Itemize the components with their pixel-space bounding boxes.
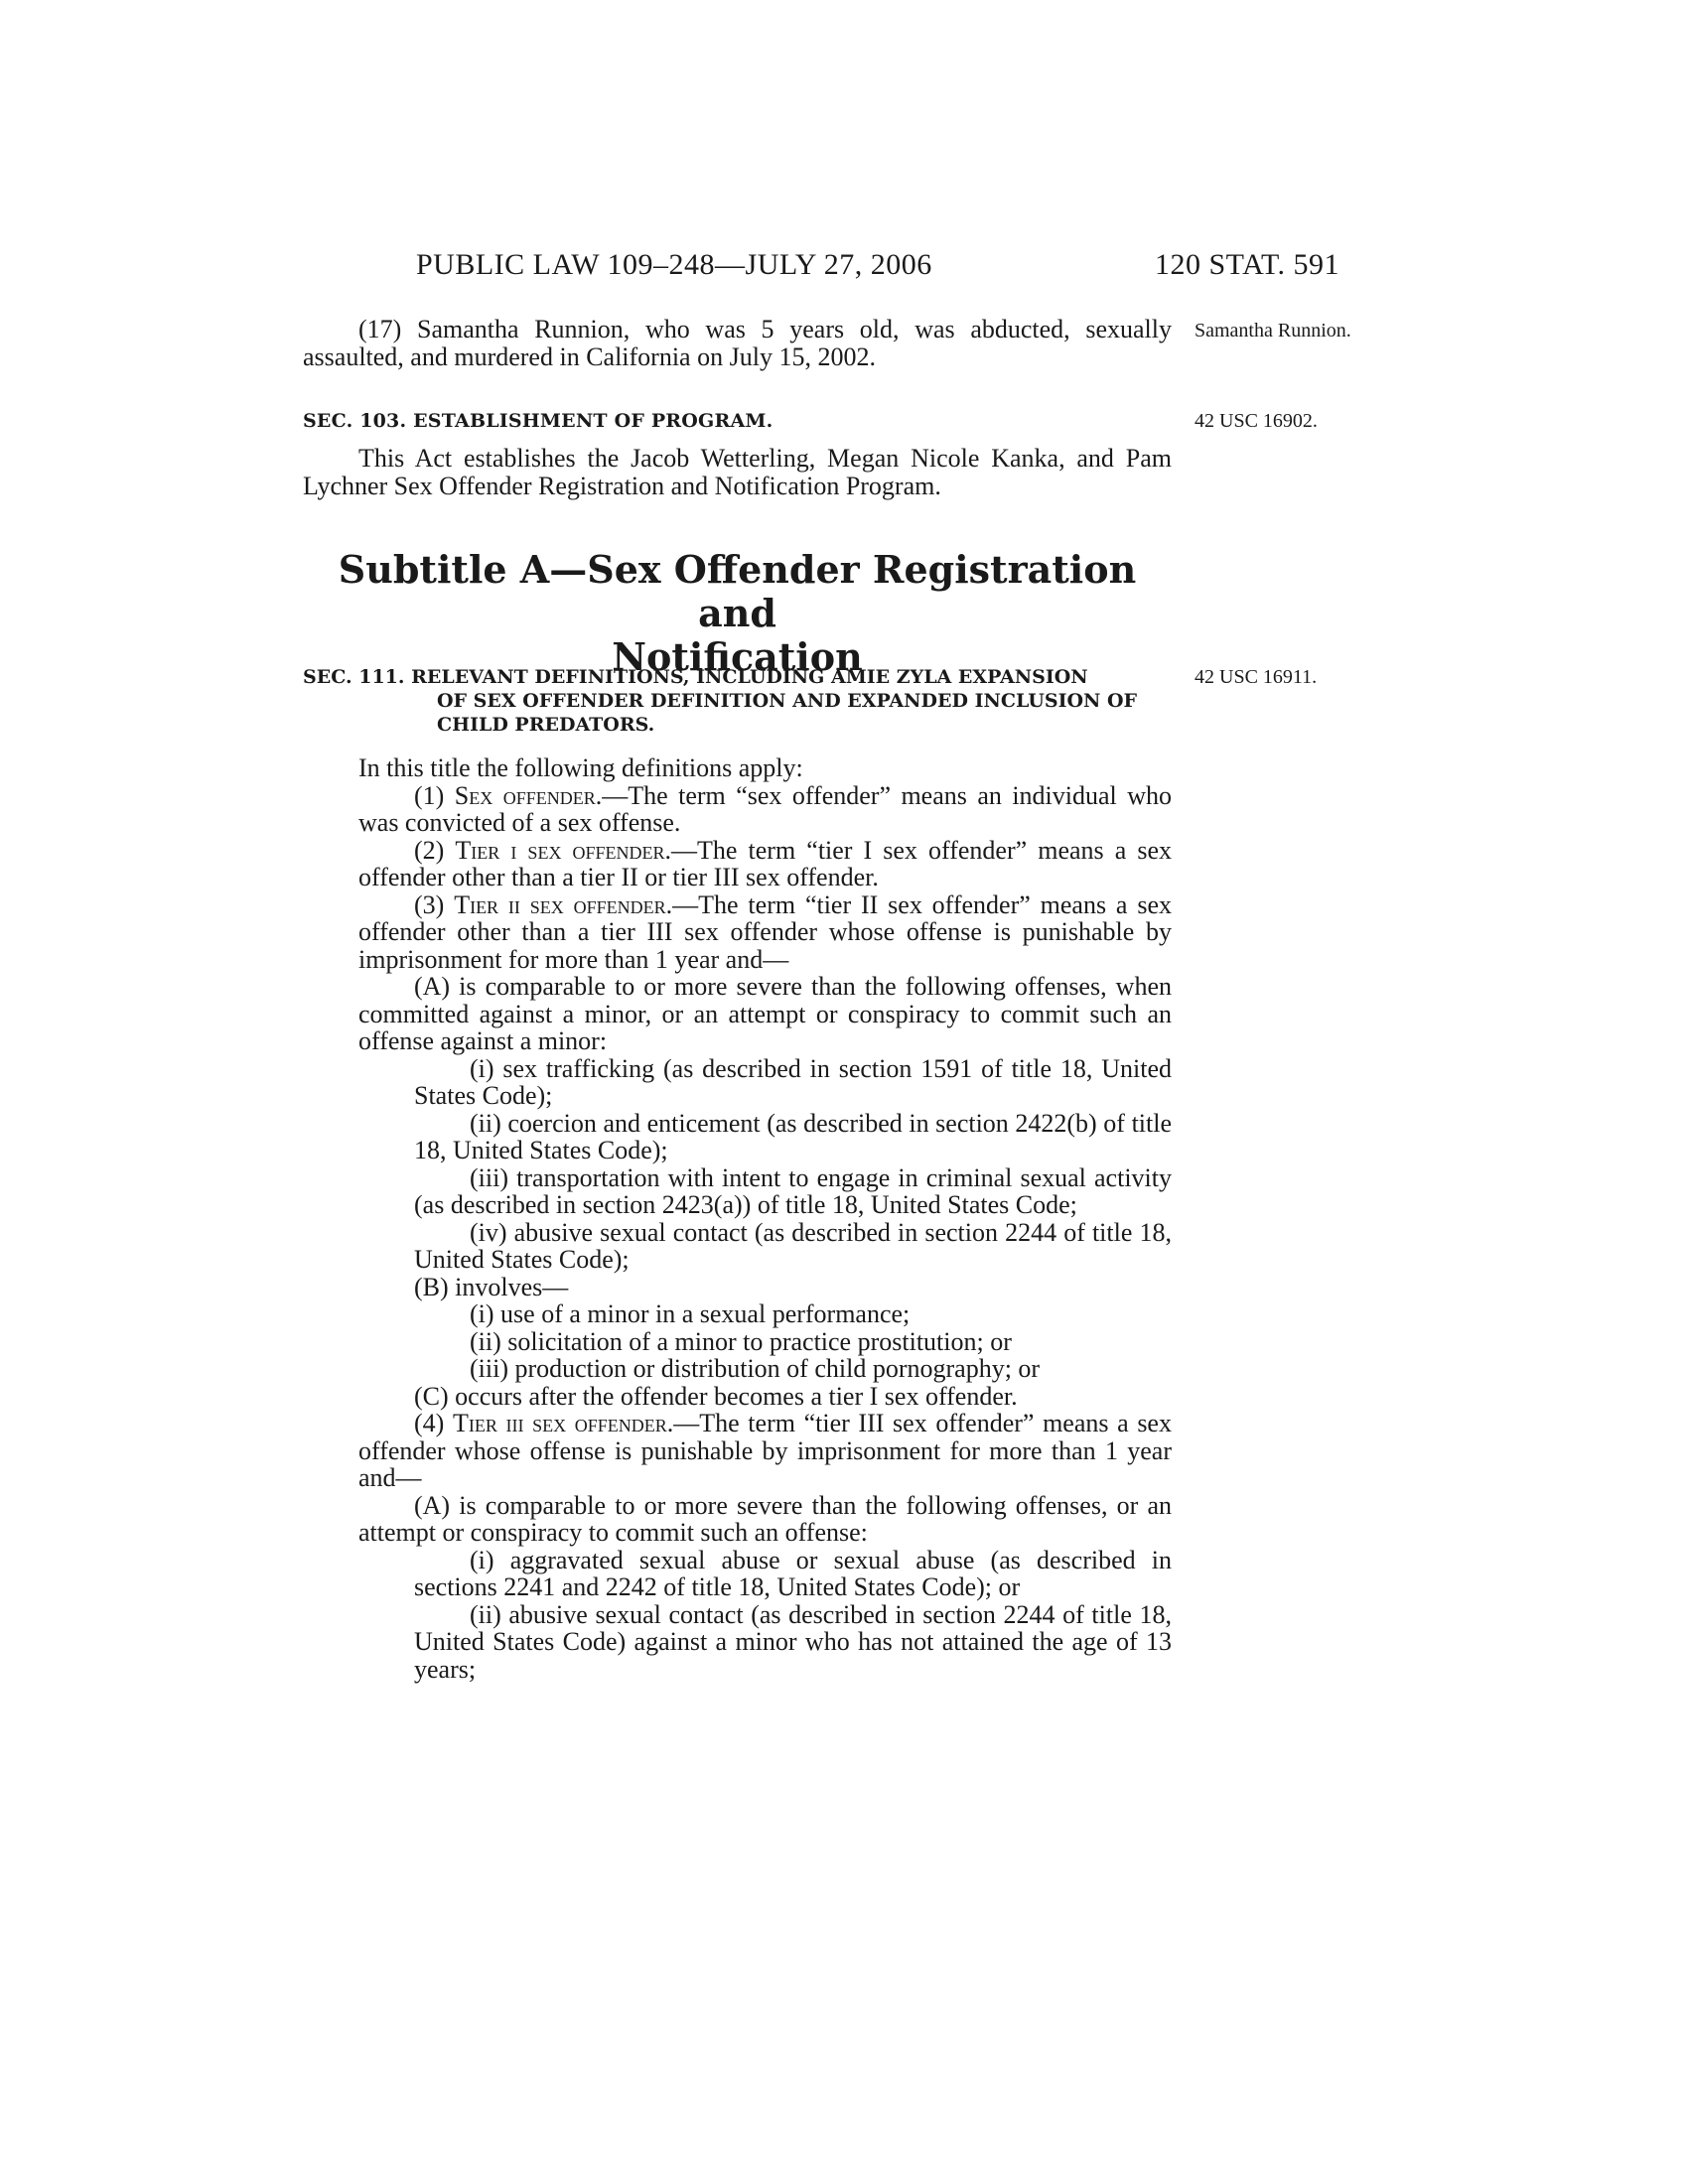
margin-note-usc-16902: 42 USC 16902. bbox=[1195, 410, 1318, 432]
definition-3-A-i: (i) sex trafficking (as described in section 1591 of title 18, United States Code); bbox=[414, 1053, 1172, 1110]
definition-2-term: Tier i sex offender bbox=[455, 835, 665, 865]
definition-4-num: (4) bbox=[414, 1409, 453, 1437]
definition-3-B-i: (i) use of a minor in a sexual performance; bbox=[470, 1299, 911, 1328]
definition-4 bbox=[303, 1410, 1172, 1492]
definition-3-num: (3) bbox=[414, 889, 455, 919]
definition-1-text: .—The term “sex offender” means an individual who was convicted of a sex offense. bbox=[358, 780, 1172, 837]
definition-3-text: .—The term “tier II sex offender” means a sex offender other than a tier III sex offender whose offense is punishable by imprisonment for more than 1 year and— bbox=[358, 889, 1172, 974]
running-header-law: PUBLIC LAW 109–248—JULY 27, 2006 bbox=[416, 248, 932, 281]
section-103 bbox=[303, 410, 1172, 432]
subtitle-heading bbox=[303, 548, 1172, 679]
definition-2 bbox=[303, 837, 1172, 891]
subtitle-line-1: Subtitle A—Sex Offender Registration and bbox=[338, 547, 1137, 635]
paragraph-17: (17) Samantha Runnion, who was 5 years old, was abducted, sexually assaulted, and murdered in California on July 15, 2002. bbox=[303, 315, 1172, 371]
margin-note-usc-16911: 42 USC 16911. bbox=[1195, 666, 1318, 688]
definition-2-text: .—The term “tier I sex offender” means a sex offender other than a tier II or tier III sex offender. bbox=[358, 835, 1172, 891]
definition-3-term: Tier ii sex offender bbox=[454, 889, 666, 919]
paragraph-17-block bbox=[303, 316, 1172, 370]
subtitle-line-2: Notification bbox=[612, 634, 863, 679]
definition-3-C: (C) occurs after the offender becomes a tier I sex offender. bbox=[414, 1381, 1018, 1411]
section-103-body: This Act establishes the Jacob Wetterling, Megan Nicole Kanka, and Pam Lychner Sex Offender Registration and Notification Program. bbox=[303, 444, 1172, 500]
section-111-body bbox=[303, 754, 1172, 1683]
section-111-heading-first: SEC. 111. RELEVANT DEFINITIONS, INCLUDING AMIE ZYLA EXPANSION bbox=[303, 666, 1088, 688]
definition-3-A: (A) is comparable to or more severe than the following offenses, when committed against a minor, or an attempt or conspiracy to commit such an offense against a minor: bbox=[358, 972, 1172, 1055]
definition-4-A-i: (i) aggravated sexual abuse or sexual abuse (as described in sections 2241 and 2242 of title 18, United States Code); or bbox=[414, 1545, 1172, 1601]
definitions-intro: In this title the following definitions apply: bbox=[358, 753, 803, 782]
definition-3 bbox=[303, 891, 1172, 974]
definition-3-A-ii: (ii) coercion and enticement (as described in section 2422(b) of title 18, United States Code); bbox=[414, 1108, 1172, 1164]
definition-4-A-ii: (ii) abusive sexual contact (as described in section 2244 of title 18, United States Code) against a minor who has not attained the age of 13 years; bbox=[414, 1599, 1172, 1684]
definition-3-B: (B) involves— bbox=[414, 1272, 569, 1301]
definition-3-A-iii: (iii) transportation with intent to engage in criminal sexual activity (as described in section 2423(a)) of title 18, United States Code; bbox=[414, 1162, 1172, 1219]
margin-note-samantha: Samantha Runnion. bbox=[1195, 320, 1351, 341]
section-111-heading bbox=[303, 665, 1172, 737]
definition-4-A: (A) is comparable to or more severe than the following offenses, or an attempt or conspiracy to commit such an offense: bbox=[358, 1490, 1172, 1547]
definition-4-text: .—The term “tier III sex offender” means a sex offender whose offense is punishable by imprisonment for more than 1 year and— bbox=[358, 1409, 1172, 1492]
definition-1-num: (1) bbox=[414, 780, 455, 810]
definition-3-B-iii: (iii) production or distribution of child pornography; or bbox=[470, 1354, 1041, 1383]
definition-1-term: Sex offender bbox=[454, 780, 596, 810]
definition-3-B-ii: (ii) solicitation of a minor to practice prostitution; or bbox=[470, 1326, 1012, 1356]
running-header-stat: 120 STAT. 591 bbox=[1155, 248, 1340, 281]
definition-4-term: Tier iii sex offender bbox=[452, 1409, 667, 1437]
definition-1 bbox=[303, 782, 1172, 837]
section-103-heading: SEC. 103. ESTABLISHMENT OF PROGRAM. bbox=[303, 410, 774, 432]
section-111-heading-rest: OF SEX OFFENDER DEFINITION AND EXPANDED INCLUSION OF CHILD PREDATORS. bbox=[437, 690, 1138, 736]
definition-2-num: (2) bbox=[414, 835, 456, 865]
definition-3-A-iv: (iv) abusive sexual contact (as described in section 2244 of title 18, United States Code); bbox=[414, 1217, 1172, 1274]
section-103-body-block bbox=[303, 445, 1172, 499]
